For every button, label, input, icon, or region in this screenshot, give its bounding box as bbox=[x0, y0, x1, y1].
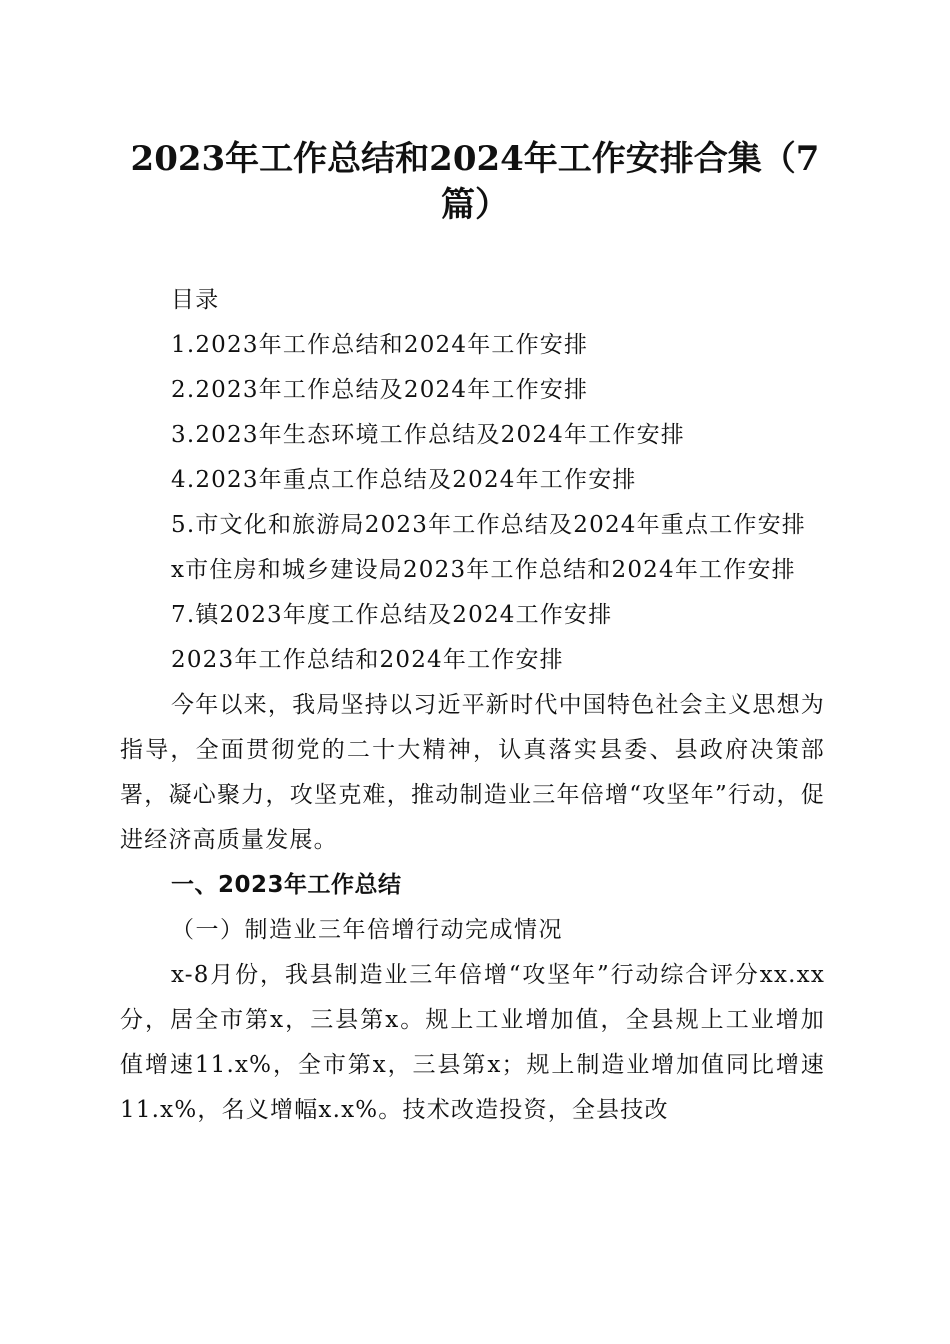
section-heading: 一、2023年工作总结 bbox=[171, 872, 402, 898]
toc-item: 4.2023年重点工作总结及2024年工作安排 bbox=[171, 467, 637, 493]
body-paragraph: x-8月份，我县制造业三年倍增“攻坚年”行动综合评分xx.xx分，居全市第x，三县第x。规上工业增加值，全县规上工业增加值增速11.x%，全市第x，三县第x；规上制造业增加值同比增速11.x%，名义增幅x.x%。技术改造投资，全县技改 bbox=[120, 962, 825, 1123]
intro-paragraph: 今年以来，我局坚持以习近平新时代中国特色社会主义思想为指导，全面贯彻党的二十大精神，认真落实县委、县政府决策部署，凝心聚力，攻坚克难，推动制造业三年倍增“攻坚年”行动，促进经济高质量发展。 bbox=[120, 692, 825, 853]
document-body bbox=[120, 278, 825, 1133]
toc-heading: 目录 bbox=[171, 287, 220, 313]
toc-item: x市住房和城乡建设局2023年工作总结和2024年工作安排 bbox=[171, 557, 796, 583]
toc-item: 1.2023年工作总结和2024年工作安排 bbox=[171, 332, 589, 358]
article-title: 2023年工作总结和2024年工作安排 bbox=[171, 647, 564, 673]
toc-item: 5.市文化和旅游局2023年工作总结及2024年重点工作安排 bbox=[171, 512, 807, 538]
toc-item: 2.2023年工作总结及2024年工作安排 bbox=[171, 377, 589, 403]
toc-item: 3.2023年生态环境工作总结及2024年工作安排 bbox=[171, 422, 686, 448]
toc-item: 7.镇2023年度工作总结及2024工作安排 bbox=[171, 602, 613, 628]
subsection-heading: （一）制造业三年倍增行动完成情况 bbox=[171, 917, 563, 943]
document-title: 2023年工作总结和2024年工作安排合集（7篇） bbox=[130, 139, 820, 225]
